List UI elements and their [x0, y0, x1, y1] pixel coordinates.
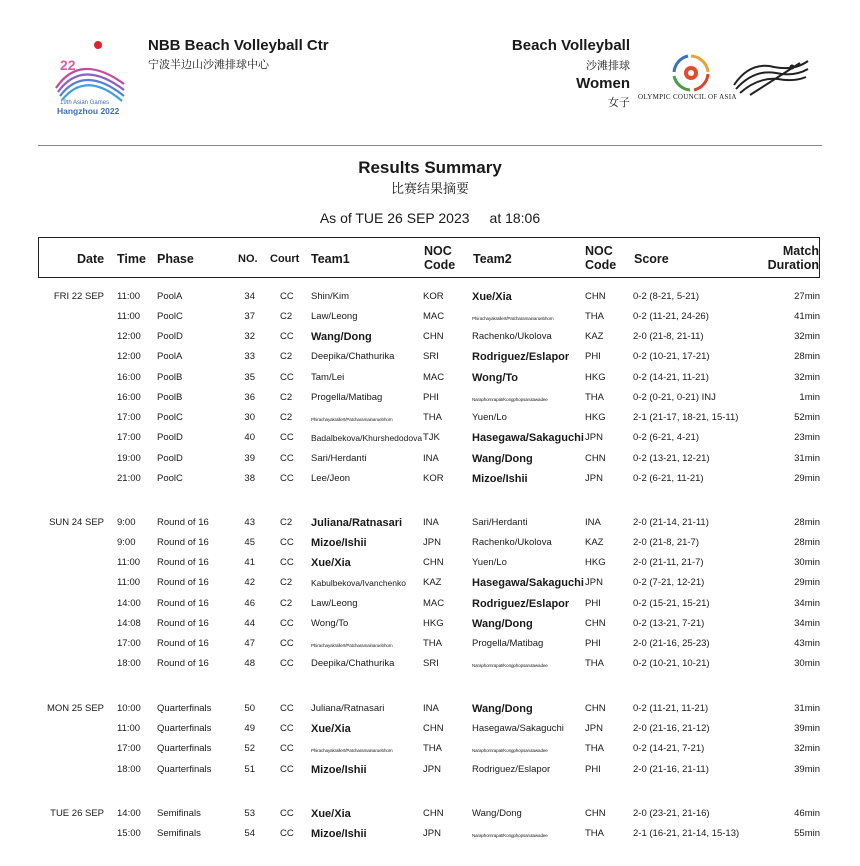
cell-time: 12:00: [117, 331, 141, 342]
cell-score: 0-2 (10-21, 17-21): [633, 351, 710, 362]
cell-team1: Wang/Dong: [311, 331, 372, 343]
cell-time: 11:00: [117, 311, 141, 322]
cell-noc1: CHN: [423, 331, 444, 342]
cell-time: 19:00: [117, 453, 141, 464]
cell-time: 16:00: [117, 392, 141, 403]
cell-team2: Wang/Dong: [472, 808, 522, 819]
cell-court: CC: [280, 638, 294, 649]
cell-time: 9:00: [117, 537, 136, 548]
cell-team2: Mizoe/Ishii: [472, 473, 528, 485]
cell-court: C2: [280, 392, 293, 403]
cell-score: 0-2 (6-21, 11-21): [633, 473, 704, 484]
games-logo-text-1: 19th Asian Games: [60, 100, 110, 106]
cell-score: 0-2 (15-21, 15-21): [633, 598, 710, 609]
cell-score: 2-0 (23-21, 21-16): [633, 808, 710, 819]
cell-team2: Yuen/Lo: [472, 557, 507, 568]
cell-noc1: KAZ: [423, 577, 442, 588]
cell-duration: 46min: [794, 808, 820, 819]
cell-time: 14:08: [117, 618, 141, 629]
cell-court: CC: [280, 331, 294, 342]
cell-court: CC: [280, 557, 294, 568]
cell-court: C2: [280, 412, 293, 423]
cell-noc1: JPN: [423, 764, 441, 775]
as-of-time: at 18:06: [489, 210, 541, 226]
cell-team2: Rachenko/Ukolova: [472, 331, 552, 342]
cell-court: CC: [280, 537, 294, 548]
cell-team2: Hasegawa/Sakaguchi: [472, 577, 584, 589]
cell-team2: Wong/To: [472, 372, 519, 384]
cell-time: 15:00: [117, 828, 141, 839]
cell-court: CC: [280, 723, 294, 734]
cell-noc2: CHN: [585, 703, 606, 714]
cell-time: 11:00: [117, 291, 141, 302]
cell-team2: Progella/Matibag: [472, 638, 544, 649]
cell-no: 41: [244, 557, 255, 568]
cell-court: CC: [280, 618, 294, 629]
cell-noc1: INA: [423, 517, 439, 528]
cell-phase: Round of 16: [157, 618, 209, 629]
cell-court: C2: [280, 311, 293, 322]
cell-phase: Quarterfinals: [157, 723, 212, 734]
cell-no: 35: [244, 372, 255, 383]
cell-time: 10:00: [117, 703, 141, 714]
cell-noc1: SRI: [423, 351, 439, 362]
col-team1: Team1: [311, 252, 350, 266]
cell-duration: 30min: [794, 658, 820, 669]
cell-time: 17:00: [117, 743, 141, 754]
cell-duration: 27min: [794, 291, 820, 302]
cell-noc2: KAZ: [585, 331, 604, 342]
cell-no: 32: [244, 331, 255, 342]
cell-team1: Progella/Matibag: [311, 392, 383, 403]
cell-team1: Deepika/Chathurika: [311, 658, 395, 669]
cell-team1: Juliana/Ratnasari: [311, 703, 385, 714]
cell-team2: Wang/Dong: [472, 453, 533, 465]
cell-score: 2-1 (16-21, 21-14, 15-13): [633, 828, 740, 839]
cell-noc1: MAC: [423, 598, 445, 609]
col-date: Date: [77, 252, 105, 266]
cell-duration: 31min: [794, 453, 820, 464]
cell-phase: Round of 16: [157, 598, 209, 609]
cell-team2: Phirachayakrallert/Patcharamainaruebhorn: [472, 316, 554, 321]
cell-noc2: PHI: [585, 638, 601, 649]
cell-team1: Lee/Jeon: [311, 473, 351, 484]
cell-noc1: SRI: [423, 658, 439, 669]
cell-team2: Sari/Herdanti: [472, 517, 528, 528]
cell-time: 18:00: [117, 658, 141, 669]
cell-noc1: MAC: [423, 311, 445, 322]
cell-team1: Shin/Kim: [311, 291, 350, 302]
cell-team2: Rachenko/Ukolova: [472, 537, 552, 548]
cell-court: CC: [280, 743, 294, 754]
cell-duration: 31min: [794, 703, 820, 714]
cell-score: 2-1 (21-17, 18-21, 15-11): [633, 412, 739, 423]
cell-duration: 30min: [794, 557, 820, 568]
cell-score: 0-2 (11-21, 11-21): [633, 703, 709, 714]
col-noc1-line2: Code: [424, 258, 456, 272]
cell-team1: Deepika/Chathurika: [311, 351, 395, 362]
cell-score: 2-0 (21-11, 21-7): [633, 557, 704, 568]
as-of-date: As of TUE 26 SEP 2023: [319, 210, 470, 226]
cell-score: 2-0 (21-8, 21-11): [633, 331, 704, 342]
cell-noc1: CHN: [423, 557, 444, 568]
cell-noc2: THA: [585, 311, 604, 322]
cell-duration: 29min: [794, 473, 820, 484]
cell-court: CC: [280, 828, 294, 839]
cell-duration: 23min: [794, 432, 820, 443]
cell-time: 17:00: [117, 412, 141, 423]
cell-team1: Tam/Lei: [311, 372, 345, 383]
cell-team2: Xue/Xia: [472, 291, 512, 303]
cell-no: 52: [244, 743, 255, 754]
cell-no: 44: [244, 618, 255, 629]
cell-duration: 39min: [794, 764, 820, 775]
cell-no: 46: [244, 598, 255, 609]
cell-no: 30: [244, 412, 255, 423]
cell-phase: PoolC: [157, 473, 183, 484]
cell-phase: Quarterfinals: [157, 743, 212, 754]
cell-no: 39: [244, 453, 255, 464]
cell-duration: 29min: [794, 577, 820, 588]
cell-noc2: THA: [585, 743, 604, 754]
cell-team2: Naraphornrapat/Kongphopsarutawadee: [472, 833, 548, 838]
cell-phase: PoolA: [157, 351, 183, 362]
cell-duration: 41min: [794, 311, 820, 322]
cell-team2: Naraphornrapat/Kongphopsarutawadee: [472, 663, 548, 668]
cell-noc2: JPN: [585, 432, 603, 443]
cell-court: CC: [280, 703, 294, 714]
col-team2: Team2: [473, 252, 512, 266]
cell-noc1: THA: [423, 638, 442, 649]
cell-noc1: KOR: [423, 291, 444, 302]
cell-duration: 32min: [794, 743, 820, 754]
cell-team1: Xue/Xia: [311, 557, 351, 569]
cell-time: 11:00: [117, 723, 141, 734]
cell-team1: Mizoe/Ishii: [311, 764, 367, 776]
cell-noc2: HKG: [585, 557, 606, 568]
cell-time: 14:00: [117, 598, 141, 609]
cell-noc1: THA: [423, 743, 442, 754]
cell-team1: Phirachayakrallert/Patcharamainaruebhorn: [311, 643, 393, 648]
cell-score: 0-2 (11-21, 24-26): [633, 311, 709, 322]
event-name: Women: [576, 75, 630, 92]
cell-court: CC: [280, 453, 294, 464]
cell-duration: 34min: [794, 598, 820, 609]
cell-team2: Wang/Dong: [472, 618, 533, 630]
cell-no: 53: [244, 808, 255, 819]
cell-team2: Hasegawa/Sakaguchi: [472, 723, 564, 734]
cell-court: CC: [280, 658, 294, 669]
cell-score: 2-0 (21-16, 21-12): [633, 723, 710, 734]
cell-date: MON 25 SEP: [46, 703, 104, 714]
cell-no: 40: [244, 432, 255, 443]
cell-noc2: JPN: [585, 723, 603, 734]
cell-noc2: KAZ: [585, 537, 604, 548]
cell-team2: Yuen/Lo: [472, 412, 507, 423]
venue-name-zh: 宁波半边山沙滩排球中心: [148, 59, 269, 71]
cell-noc2: CHN: [585, 618, 606, 629]
cell-duration: 32min: [794, 331, 820, 342]
cell-phase: PoolA: [157, 291, 183, 302]
cell-noc1: JPN: [423, 828, 441, 839]
cell-duration: 28min: [794, 517, 820, 528]
col-score: Score: [634, 252, 669, 266]
cell-phase: PoolC: [157, 311, 183, 322]
cell-team1: Phirachayakrallert/Patcharamainaruebhorn: [311, 748, 393, 753]
cell-team1: Wong/To: [311, 618, 349, 629]
cell-phase: PoolD: [157, 432, 183, 443]
cell-no: 33: [244, 351, 255, 362]
cell-phase: Semifinals: [157, 808, 201, 819]
cell-score: 0-2 (8-21, 5-21): [633, 291, 700, 302]
col-noc2-line1: NOC: [585, 244, 613, 258]
cell-team1: Mizoe/Ishii: [311, 537, 367, 549]
cell-phase: Round of 16: [157, 658, 209, 669]
cell-score: 0-2 (10-21, 10-21): [633, 658, 710, 669]
cell-noc2: PHI: [585, 764, 601, 775]
cell-court: CC: [280, 764, 294, 775]
cell-no: 47: [244, 638, 255, 649]
cell-noc2: PHI: [585, 351, 601, 362]
cell-no: 48: [244, 658, 255, 669]
cell-noc1: INA: [423, 703, 439, 714]
cell-court: CC: [280, 291, 294, 302]
cell-noc2: HKG: [585, 372, 606, 383]
cell-noc2: JPN: [585, 473, 603, 484]
cell-phase: Semifinals: [157, 828, 201, 839]
cell-score: 0-2 (14-21, 11-21): [633, 372, 709, 383]
cell-noc2: CHN: [585, 453, 606, 464]
cell-time: 11:00: [117, 577, 141, 588]
cell-duration: 32min: [794, 372, 820, 383]
cell-team1: Phirachayakrallert/Patcharamainaruebhorn: [311, 417, 393, 422]
cell-score: 0-2 (14-21, 7-21): [633, 743, 705, 754]
cell-team2: Rodriguez/Eslapor: [472, 351, 570, 363]
cell-team2: Naraphornrapat/Kongphopsarutawadee: [472, 397, 548, 402]
cell-team1: Law/Leong: [311, 598, 358, 609]
cell-team1: Law/Leong: [311, 311, 358, 322]
cell-phase: Round of 16: [157, 557, 209, 568]
col-duration-line2: Duration: [767, 258, 819, 272]
cell-noc1: CHN: [423, 808, 444, 819]
cell-duration: 55min: [794, 828, 820, 839]
cell-time: 18:00: [117, 764, 141, 775]
cell-duration: 1min: [799, 392, 820, 403]
cell-noc2: THA: [585, 392, 604, 403]
cell-noc2: THA: [585, 658, 604, 669]
cell-phase: Quarterfinals: [157, 703, 212, 714]
cell-time: 17:00: [117, 432, 141, 443]
col-duration-line1: Match: [782, 244, 819, 258]
cell-court: CC: [280, 432, 294, 443]
cell-phase: Round of 16: [157, 577, 209, 588]
cell-no: 43: [244, 517, 255, 528]
cell-team2: Hasegawa/Sakaguchi: [472, 432, 584, 444]
cell-duration: 28min: [794, 351, 820, 362]
cell-time: 12:00: [117, 351, 141, 362]
svg-text:22: 22: [60, 57, 76, 73]
cell-team1: Xue/Xia: [311, 723, 351, 735]
event-name-zh: 女子: [608, 97, 630, 109]
page-title-zh: 比赛结果摘要: [390, 181, 469, 196]
cell-court: C2: [280, 351, 293, 362]
cell-court: CC: [280, 808, 294, 819]
cell-team1: Sari/Herdanti: [311, 453, 367, 464]
cell-no: 51: [244, 764, 255, 775]
cell-date: SUN 24 SEP: [49, 517, 104, 528]
cell-team2: Rodriguez/Eslapor: [472, 598, 570, 610]
cell-score: 0-2 (0-21, 0-21) INJ: [633, 392, 716, 403]
cell-duration: 39min: [794, 723, 820, 734]
cell-duration: 28min: [794, 537, 820, 548]
cell-no: 37: [244, 311, 255, 322]
col-noc2-line2: Code: [585, 258, 617, 272]
cell-phase: PoolD: [157, 453, 183, 464]
cell-no: 38: [244, 473, 255, 484]
cell-team2: Rodriguez/Eslapor: [472, 764, 551, 775]
cell-noc2: JPN: [585, 577, 603, 588]
cell-phase: Quarterfinals: [157, 764, 212, 775]
cell-noc2: THA: [585, 828, 604, 839]
cell-phase: PoolB: [157, 392, 183, 403]
cell-noc2: CHN: [585, 291, 606, 302]
cell-phase: PoolC: [157, 412, 183, 423]
cell-noc1: PHI: [423, 392, 439, 403]
sport-name: Beach Volleyball: [511, 37, 630, 54]
oca-text: OLYMPIC COUNCIL OF ASIA: [638, 93, 737, 101]
cell-duration: 34min: [794, 618, 820, 629]
cell-court: CC: [280, 473, 294, 484]
cell-team2: Naraphornrapat/Kongphopsarutawadee: [472, 748, 548, 753]
cell-time: 14:00: [117, 808, 141, 819]
cell-noc1: HKG: [423, 618, 444, 629]
cell-no: 54: [244, 828, 255, 839]
cell-court: C2: [280, 577, 293, 588]
cell-noc1: JPN: [423, 537, 441, 548]
games-logo-text-2: Hangzhou 2022: [57, 106, 120, 116]
cell-noc2: CHN: [585, 808, 606, 819]
cell-team1: Juliana/Ratnasari: [311, 517, 403, 529]
cell-team1: Badalbekova/Khurshedodova: [311, 433, 423, 443]
sport-name-zh: 沙滩排球: [586, 60, 630, 72]
cell-score: 0-2 (7-21, 12-21): [633, 577, 705, 588]
cell-no: 49: [244, 723, 255, 734]
cell-team1: Xue/Xia: [311, 808, 351, 820]
cell-score: 2-0 (21-16, 21-11): [633, 764, 709, 775]
cell-noc1: TJK: [423, 432, 440, 443]
cell-duration: 52min: [794, 412, 820, 423]
cell-noc2: HKG: [585, 412, 606, 423]
cell-noc2: INA: [585, 517, 601, 528]
cell-noc1: KOR: [423, 473, 444, 484]
cell-court: C2: [280, 598, 293, 609]
cell-team2: Wang/Dong: [472, 703, 533, 715]
cell-no: 42: [244, 577, 255, 588]
cell-phase: Round of 16: [157, 537, 209, 548]
cell-phase: PoolB: [157, 372, 183, 383]
cell-noc1: CHN: [423, 723, 444, 734]
cell-duration: 43min: [794, 638, 820, 649]
cell-score: 0-2 (6-21, 4-21): [633, 432, 700, 443]
col-no: NO.: [238, 253, 258, 265]
cell-court: C2: [280, 517, 293, 528]
cell-no: 34: [244, 291, 255, 302]
cell-no: 45: [244, 537, 255, 548]
cell-date: FRI 22 SEP: [53, 291, 104, 302]
cell-team1: Kabulbekova/Ivanchenko: [311, 578, 406, 588]
cell-team1: Mizoe/Ishii: [311, 828, 367, 840]
col-noc1-line1: NOC: [424, 244, 452, 258]
venue-name: NBB Beach Volleyball Ctr: [148, 37, 329, 54]
cell-noc1: THA: [423, 412, 442, 423]
cell-no: 50: [244, 703, 255, 714]
cell-score: 2-0 (21-8, 21-7): [633, 537, 700, 548]
cell-time: 9:00: [117, 517, 136, 528]
cell-phase: Round of 16: [157, 517, 209, 528]
cell-time: 11:00: [117, 557, 141, 568]
cell-noc2: PHI: [585, 598, 601, 609]
cell-time: 17:00: [117, 638, 141, 649]
cell-noc1: MAC: [423, 372, 445, 383]
cell-court: CC: [280, 372, 294, 383]
cell-noc1: INA: [423, 453, 439, 464]
col-phase: Phase: [157, 252, 194, 266]
cell-score: 2-0 (21-16, 25-23): [633, 638, 710, 649]
cell-time: 21:00: [117, 473, 141, 484]
cell-time: 16:00: [117, 372, 141, 383]
cell-score: 2-0 (21-14, 21-11): [633, 517, 709, 528]
col-court: Court: [270, 253, 300, 265]
cell-score: 0-2 (13-21, 7-21): [633, 618, 705, 629]
col-time: Time: [117, 252, 146, 266]
cell-score: 0-2 (13-21, 12-21): [633, 453, 710, 464]
cell-phase: Round of 16: [157, 638, 209, 649]
cell-date: TUE 26 SEP: [50, 808, 104, 819]
cell-phase: PoolD: [157, 331, 183, 342]
cell-no: 36: [244, 392, 255, 403]
page-title: Results Summary: [358, 158, 502, 177]
